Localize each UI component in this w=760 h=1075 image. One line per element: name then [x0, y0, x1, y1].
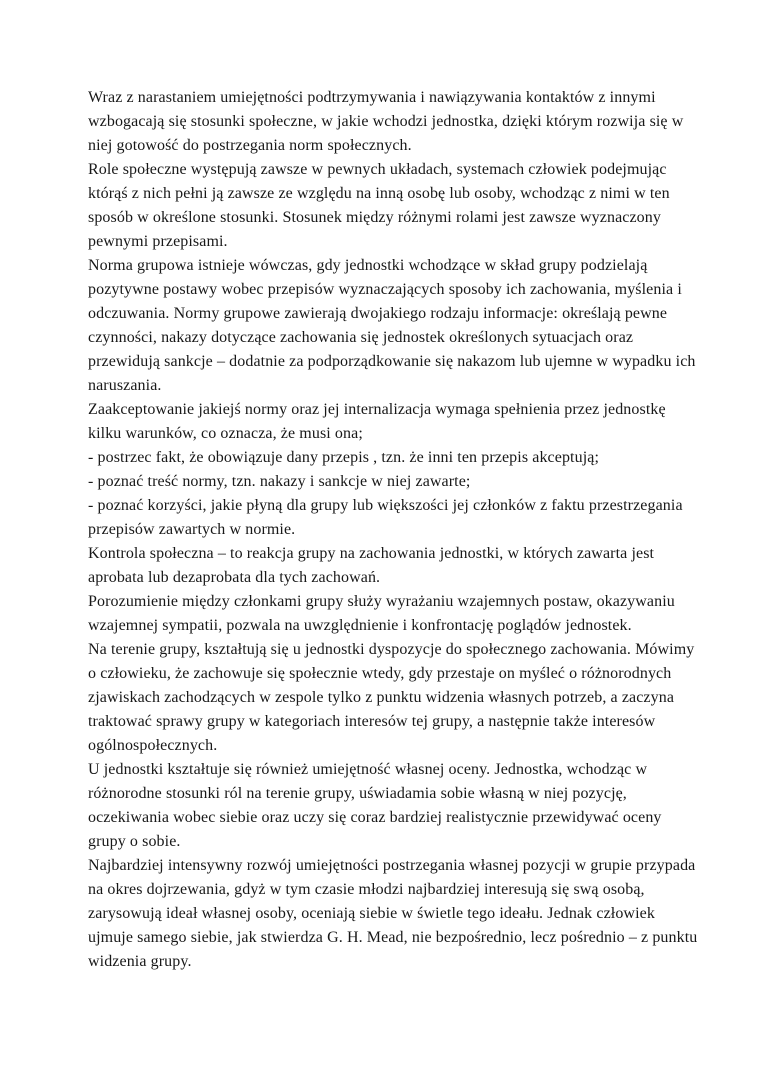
text-line: zjawiskach zachodzących w zespole tylko z punktu widzenia własnych potrzeb, a zaczyna: [88, 689, 675, 706]
paragraph-self-evaluation: [88, 758, 676, 854]
text-line: pozytywne postawy wobec przepisów wyznaczających sposoby ich zachowania, myślenia i: [88, 281, 682, 298]
text-line: o człowieku, że zachowuje się społecznie wtedy, gdy przestaje on myśleć o różnorodnych: [88, 665, 672, 682]
text-line: zarysowują ideał własnej osoby, oceniają siebie w świetle tego ideału. Jednak człowiek: [88, 905, 655, 922]
paragraph-social-contacts: [88, 86, 684, 158]
text-line: traktować sprawy grupy w kategoriach interesów tej grupy, a następnie także interesów: [88, 713, 656, 730]
text-line: na okres dojrzewania, gdyż w tym czasie młodzi najbardziej interesują się swą osobą,: [88, 881, 645, 898]
paragraph-agreement: [88, 590, 676, 638]
text-line: przewidują sankcje – dodatnie za podporządkowanie się nakazom lub ujemne w wypadku ich: [88, 353, 696, 370]
paragraph-social-roles: [88, 158, 676, 254]
text-line: czynności, nakazy dotyczące zachowania się jednostek określonych sytuacjach oraz: [88, 329, 634, 346]
text-line: różnorodne stosunki ról na terenie grupy, uświadamia sobie własną w niej pozycję,: [88, 785, 627, 802]
text-line: - poznać korzyści, jakie płyną dla grupy lub większości jej członków z faktu przestrzegania: [88, 497, 683, 514]
text-line: grupy o sobie.: [88, 833, 181, 850]
text-line: Role społeczne występują zawsze w pewnych układach, systemach człowiek podejmując: [88, 161, 667, 178]
text-line: - postrzec fakt, że obowiązuje dany przepis , tzn. że inni ten przepis akceptują;: [88, 449, 599, 466]
text-line: naruszania.: [88, 377, 162, 394]
text-line: widzenia grupy.: [88, 953, 192, 970]
paragraph-group-dispositions: [88, 638, 695, 758]
list-item-perceive-fact: [88, 446, 676, 470]
text-line: przepisów zawartych w normie.: [88, 521, 296, 538]
text-line: wzbogacają się stosunki społeczne, w jakie wchodzi jednostka, dzięki którym rozwija się w: [88, 113, 684, 130]
text-line: Zaakceptowanie jakiejś normy oraz jej internalizacja wymaga spełnienia przez jednostkę: [88, 401, 666, 418]
list-item-know-benefits: [88, 494, 683, 542]
text-line: oczekiwania wobec siebie oraz uczy się coraz bardziej realistycznie przewidywać oceny: [88, 809, 662, 826]
paragraph-norm-acceptance: [88, 398, 676, 446]
paragraph-adolescence-development: [88, 854, 698, 974]
text-line: niej gotowość do postrzegania norm społecznych.: [88, 137, 412, 154]
text-line: Kontrola społeczna – to reakcja grupy na zachowania jednostki, w których zawarta jest: [88, 545, 655, 562]
text-line: Norma grupowa istnieje wówczas, gdy jednostki wchodzące w skład grupy podzielają: [88, 257, 648, 274]
text-line: Porozumienie między członkami grupy służy wyrażaniu wzajemnych postaw, okazywaniu: [88, 593, 675, 610]
document-body: [88, 86, 698, 974]
text-line: - poznać treść normy, tzn. nakazy i sankcje w niej zawarte;: [88, 473, 471, 490]
paragraph-group-norm: [88, 254, 696, 398]
text-line: ujmuje samego siebie, jak stwierdza G. H. Mead, nie bezpośrednio, lecz pośrednio – z punktu: [88, 929, 698, 946]
text-line: aprobata lub dezaprobata dla tych zachowań.: [88, 569, 381, 586]
text-line: pewnymi przepisami.: [88, 233, 228, 250]
text-line: sposób w określone stosunki. Stosunek między różnymi rolami jest zawsze wyznaczony: [88, 209, 661, 226]
text-line: którąś z nich pełni ją zawsze ze względu na inną osobę lub osoby, wchodząc z nimi w ten: [88, 185, 670, 202]
text-line: ogólnospołecznych.: [88, 737, 218, 754]
paragraph-social-control: [88, 542, 676, 590]
text-line: kilku warunków, co oznacza, że musi ona;: [88, 425, 363, 442]
text-line: Najbardziej intensywny rozwój umiejętności postrzegania własnej pozycji w grupie przypada: [88, 857, 696, 874]
text-line: Wraz z narastaniem umiejętności podtrzymywania i nawiązywania kontaktów z innymi: [88, 89, 656, 106]
text-line: Na terenie grupy, kształtują się u jednostki dyspozycje do społecznego zachowania. Mówimy: [88, 641, 695, 658]
text-line: U jednostki kształtuje się również umiejętność własnej oceny. Jednostka, wchodząc w: [88, 761, 648, 778]
text-line: wzajemnej sympatii, pozwala na uwzględnienie i konfrontację poglądów jednostek.: [88, 617, 632, 634]
text-line: odczuwania. Normy grupowe zawierają dwojakiego rodzaju informacje: określają pewne: [88, 305, 668, 322]
list-item-know-content: [88, 470, 676, 494]
